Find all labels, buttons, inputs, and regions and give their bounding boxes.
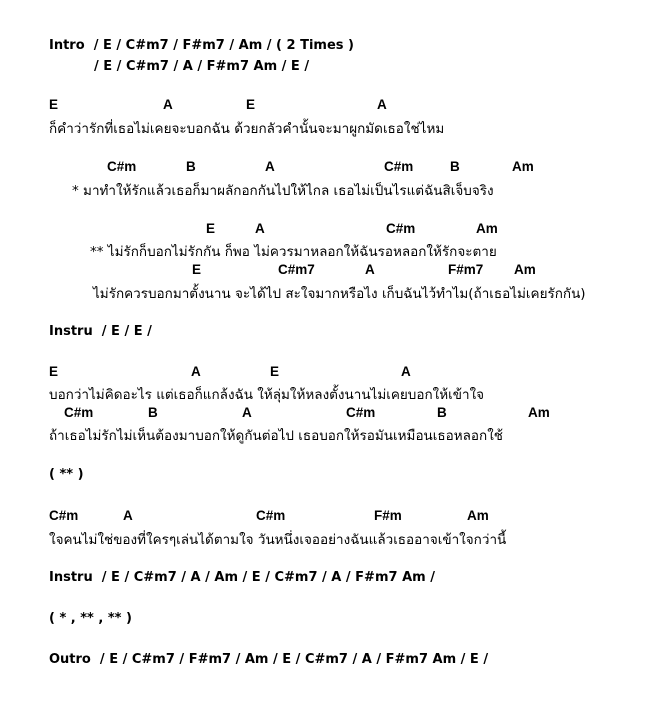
chord: Am [514,262,536,277]
chord: B [450,159,460,174]
lyric-line: บอกว่าไม่คิดอะไร แต่เธอก็แกล้งฉัน ให้ลุ่มให้หลงตั้งนานไม่เคยบอกให้เข้าใจ [49,387,485,403]
chord: C#m [107,159,137,174]
chord: C#m [386,221,416,236]
chord: Am [512,159,534,174]
repeat-marker: ( ** ) [49,467,84,482]
lyric-line: ** ไม่รักก็บอกไม่รักกัน ก็พอ ไม่ควรมาหลอกให้ฉันรอหลอกให้รักจะตาย [90,244,497,260]
outro-line: Outro / E / C#m7 / F#m7 / Am / E / C#m7 / A / F#m7 Am / E / [49,652,489,667]
chord: C#m7 [278,262,315,277]
chord: E [49,364,59,379]
intro-line-2: / E / C#m7 / A / F#m7 Am / E / [94,59,310,74]
chord: C#m [64,405,94,420]
lyric-line: ใจคนไม่ใช่ของที่ใครๆเล่นได้ตามใจ วันหนึ่งเจออย่างฉันแล้วเธออาจเข้าใจกว่านี้ [49,532,507,548]
lyric-line: ถ้าเธอไม่รักไม่เห็นต้องมาบอกให้ดูกันต่อไป เธอบอกให้รอมันเหมือนเธอหลอกใช้ [49,428,503,444]
chord: A [123,508,133,523]
repeat-marker: ( * , ** , ** ) [49,611,132,626]
chord: A [365,262,375,277]
intro-line-1: Intro / E / C#m7 / F#m7 / Am / ( 2 Times ) [49,38,354,53]
lyric-line: ก็คำว่ารักที่เธอไม่เคยจะบอกฉัน ด้วยกลัวคำนั้นจะมาผูกมัดเธอใช่ไหม [49,121,445,137]
lyric-line: * มาทำให้รักแล้วเธอก็มาผลักอกกันไปให้ไกล เธอไม่เป็นไรแต่ฉันสิเจ็บจริง [72,183,494,199]
chord: C#m [384,159,414,174]
chord: C#m [346,405,376,420]
chord: A [401,364,411,379]
chord: C#m [256,508,286,523]
chord: A [377,97,387,112]
chord: A [191,364,201,379]
chord: A [163,97,173,112]
chord: E [270,364,280,379]
chord: B [148,405,158,420]
instru-line: Instru / E / E / [49,324,152,339]
chord: E [192,262,202,277]
chord: E [49,97,59,112]
lyric-line: ไม่รักควรบอกมาตั้งนาน จะได้ไป สะใจมากหรือไง เก็บฉันไว้ทำไม(ถ้าเธอไม่เคยรักกัน) [93,286,586,302]
chord: Am [528,405,550,420]
instru-line: Instru / E / C#m7 / A / Am / E / C#m7 / A / F#m7 Am / [49,570,435,585]
chord: B [186,159,196,174]
chord: Am [467,508,489,523]
chord: C#m [49,508,79,523]
chord: E [206,221,216,236]
chord: A [265,159,275,174]
chord: A [255,221,265,236]
chord: A [242,405,252,420]
chord: Am [476,221,498,236]
chord: F#m7 [448,262,484,277]
chord: F#m [374,508,402,523]
chord: E [246,97,256,112]
chord: B [437,405,447,420]
